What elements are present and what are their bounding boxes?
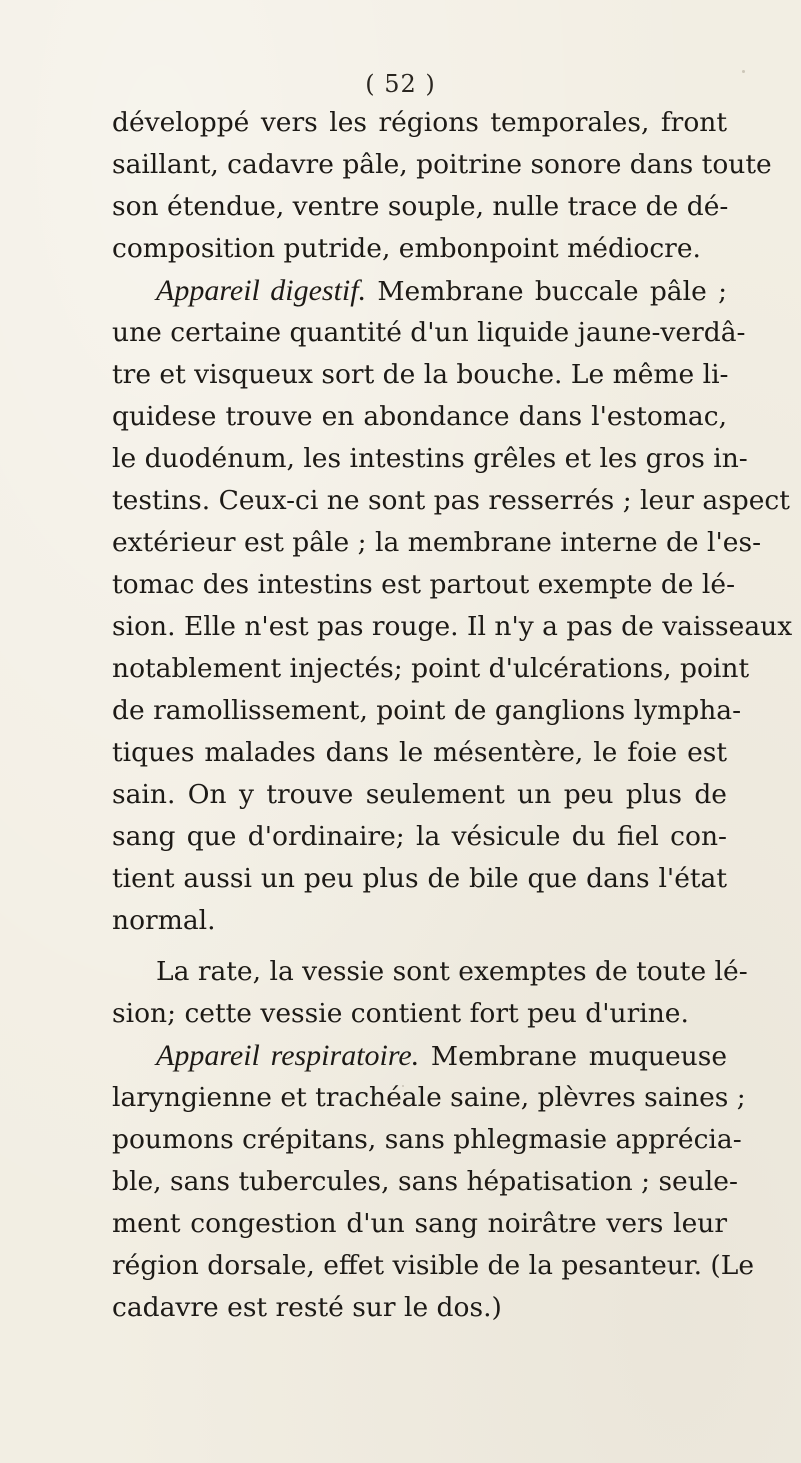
paper-speck: [402, 1085, 404, 1087]
text-line: le duodénum, les intestins grêles et les gros in-: [112, 443, 748, 474]
paragraph-gap: [112, 942, 727, 951]
text-line: de ramollissement, point de ganglions lympha-: [112, 695, 742, 726]
text-line: tient aussi un peu plus de bile que dans l'état: [112, 863, 727, 894]
text-line: normal.: [112, 905, 216, 936]
text-line: sain. On y trouve seulement un peu plus de: [112, 779, 727, 810]
text-line: région dorsale, effet visible de la pesanteur. (Le: [112, 1250, 755, 1281]
paragraph-appareil-respiratoire: [112, 1035, 755, 1329]
text-line: son étendue, ventre souple, nulle trace de dé-: [112, 191, 729, 222]
section-heading-digestif: Appareil digestif.: [156, 274, 367, 307]
text-line: [112, 1035, 727, 1077]
text-line: saillant, cadavre pâle, poitrine sonore dans toute: [112, 149, 772, 180]
text-line: ment congestion d'un sang noirâtre vers leur: [112, 1208, 727, 1239]
text-line: sion; cette vessie contient fort peu d'urine.: [112, 998, 689, 1029]
text-line: cadavre est resté sur le dos.): [112, 1292, 502, 1323]
text-line: quidese trouve en abondance dans l'estomac,: [112, 401, 727, 432]
text-line: notablement injectés; point d'ulcérations, point: [112, 653, 750, 684]
text-line: sion. Elle n'est pas rouge. Il n'y a pas de vaisseaux: [112, 611, 793, 642]
text-line: extérieur est pâle ; la membrane interne de l'es-: [112, 527, 762, 558]
text-line: développé vers les régions temporales, front: [112, 107, 727, 138]
text-line: laryngienne et trachéale saine, plèvres saines ;: [112, 1082, 746, 1113]
text-line: testins. Ceux-ci ne sont pas resserrés ; leur aspect: [112, 485, 790, 516]
section-heading-respiratoire: Appareil respiratoire.: [156, 1039, 420, 1072]
text-line: une certaine quantité d'un liquide jaune-verdâ-: [112, 317, 746, 348]
page-number: ( 52 ): [365, 70, 436, 98]
text-line: tiques malades dans le mésentère, le foie est: [112, 737, 727, 768]
text-line: [112, 270, 727, 312]
paper-speck: [742, 70, 745, 73]
text-line: poumons crépitans, sans phlegmasie apprécia-: [112, 1124, 742, 1155]
heading-line-rest: Membrane muqueuse: [419, 1041, 728, 1072]
text-line: composition putride, embonpoint médiocre.: [112, 233, 701, 264]
body-text: [112, 102, 793, 1329]
heading-line-rest: Membrane buccale pâle ;: [366, 276, 727, 307]
paper-speck: [300, 1225, 302, 1227]
text-line: La rate, la vessie sont exemptes de toute lé-: [156, 956, 748, 987]
paragraph-1: [112, 102, 772, 270]
text-line: ble, sans tubercules, sans hépatisation ; seule-: [112, 1166, 738, 1197]
text-line: tomac des intestins est partout exempte de lé-: [112, 569, 736, 600]
paragraph-appareil-digestif: [112, 270, 793, 942]
text-line: tre et visqueux sort de la bouche. Le même li-: [112, 359, 729, 390]
paragraph-rate-vessie: [112, 951, 748, 1035]
text-line: sang que d'ordinaire; la vésicule du fiel con-: [112, 821, 727, 852]
